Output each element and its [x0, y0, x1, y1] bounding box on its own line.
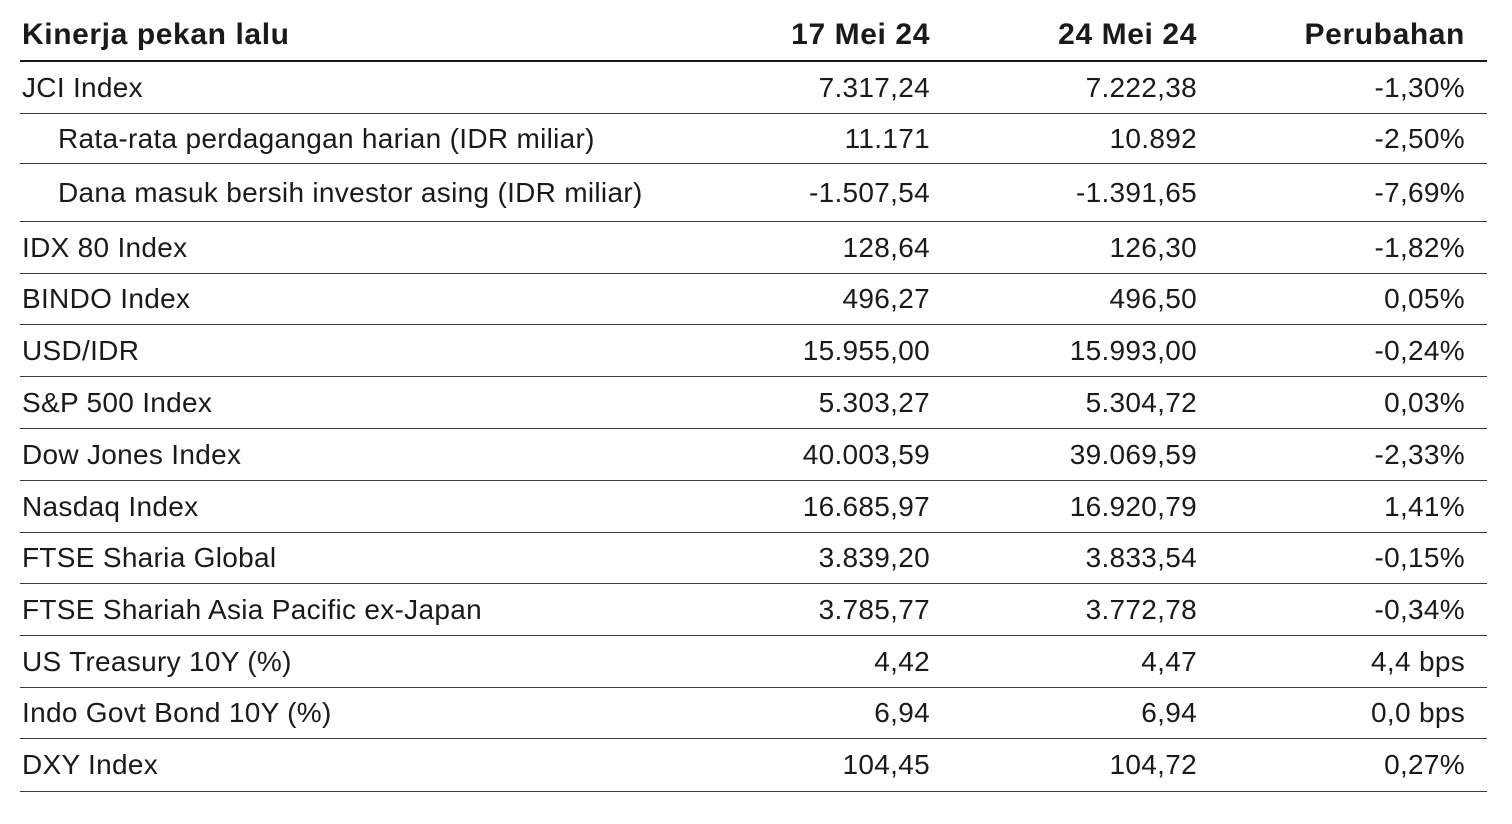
value-24-mei: 39.069,59 — [1069, 438, 1197, 470]
value-change: -0,24% — [1374, 334, 1465, 366]
row-label: Rata-rata perdagangan harian (IDR miliar) — [58, 122, 595, 154]
value-change: -0,15% — [1374, 542, 1465, 573]
value-24-mei: 104,72 — [1109, 749, 1197, 780]
table-row — [20, 114, 1487, 164]
row-label: FTSE Sharia Global — [22, 542, 277, 573]
table-header — [20, 10, 1487, 62]
value-24-mei: 496,50 — [1109, 283, 1197, 314]
value-change: -2,33% — [1374, 438, 1465, 470]
table-row — [20, 688, 1487, 739]
value-17-mei: 3.785,77 — [818, 593, 930, 625]
value-change: 0,05% — [1384, 283, 1465, 314]
value-17-mei: 4,42 — [874, 645, 930, 677]
value-17-mei: 11.171 — [844, 122, 930, 154]
value-change: -1,30% — [1374, 71, 1465, 103]
table-row — [20, 164, 1487, 222]
table-row — [20, 274, 1487, 325]
row-label: Indo Govt Bond 10Y (%) — [22, 697, 332, 728]
value-17-mei: 6,94 — [874, 697, 930, 728]
table-row — [20, 325, 1487, 377]
table-row — [20, 533, 1487, 584]
table-row — [20, 429, 1487, 481]
value-17-mei: 128,64 — [842, 231, 930, 263]
row-label: US Treasury 10Y (%) — [22, 645, 292, 677]
row-label: IDX 80 Index — [22, 231, 188, 263]
value-24-mei: 15.993,00 — [1069, 334, 1197, 366]
value-24-mei: -1.391,65 — [1075, 176, 1197, 208]
row-label: Dana masuk bersih investor asing (IDR miliar) — [58, 176, 643, 208]
value-change: 0,0 bps — [1371, 697, 1465, 728]
table-title: Kinerja pekan lalu — [22, 18, 290, 51]
row-label: FTSE Shariah Asia Pacific ex-Japan — [22, 593, 482, 625]
value-change: 0,27% — [1384, 749, 1465, 780]
table-row — [20, 377, 1487, 429]
value-24-mei: 3.833,54 — [1085, 542, 1197, 573]
value-24-mei: 7.222,38 — [1085, 71, 1197, 103]
table-row — [20, 739, 1487, 792]
value-change: -1,82% — [1374, 231, 1465, 263]
value-24-mei: 16.920,79 — [1069, 490, 1197, 522]
row-label: JCI Index — [22, 71, 143, 103]
value-24-mei: 6,94 — [1141, 697, 1197, 728]
value-change: -0,34% — [1374, 593, 1465, 625]
value-change: -7,69% — [1374, 176, 1465, 208]
value-24-mei: 10.892 — [1109, 122, 1197, 154]
table-row — [20, 584, 1487, 636]
performance-table — [20, 10, 1487, 792]
value-change: -2,50% — [1374, 122, 1465, 154]
value-24-mei: 5.304,72 — [1085, 386, 1197, 418]
column-header-perubahan: Perubahan — [1304, 18, 1465, 51]
value-17-mei: 15.955,00 — [802, 334, 930, 366]
value-17-mei: -1.507,54 — [808, 176, 930, 208]
value-change: 4,4 bps — [1371, 645, 1465, 677]
row-label: S&P 500 Index — [22, 386, 213, 418]
table-row — [20, 222, 1487, 274]
value-17-mei: 7.317,24 — [818, 71, 930, 103]
value-17-mei: 104,45 — [842, 749, 930, 780]
value-17-mei: 5.303,27 — [818, 386, 930, 418]
value-17-mei: 3.839,20 — [818, 542, 930, 573]
value-17-mei: 496,27 — [842, 283, 930, 314]
value-17-mei: 40.003,59 — [802, 438, 930, 470]
row-label: Nasdaq Index — [22, 490, 199, 522]
value-change: 1,41% — [1384, 490, 1465, 522]
value-17-mei: 16.685,97 — [802, 490, 930, 522]
value-24-mei: 3.772,78 — [1085, 593, 1197, 625]
column-header-17-mei: 17 Mei 24 — [791, 18, 930, 51]
value-24-mei: 126,30 — [1109, 231, 1197, 263]
row-label: USD/IDR — [22, 334, 140, 366]
row-label: DXY Index — [22, 749, 159, 780]
table-row — [20, 481, 1487, 533]
row-label: Dow Jones Index — [22, 438, 242, 470]
value-24-mei: 4,47 — [1141, 645, 1197, 677]
table-row — [20, 62, 1487, 114]
column-header-24-mei: 24 Mei 24 — [1058, 18, 1197, 51]
table-row — [20, 636, 1487, 688]
value-change: 0,03% — [1384, 386, 1465, 418]
row-label: BINDO Index — [22, 283, 191, 314]
